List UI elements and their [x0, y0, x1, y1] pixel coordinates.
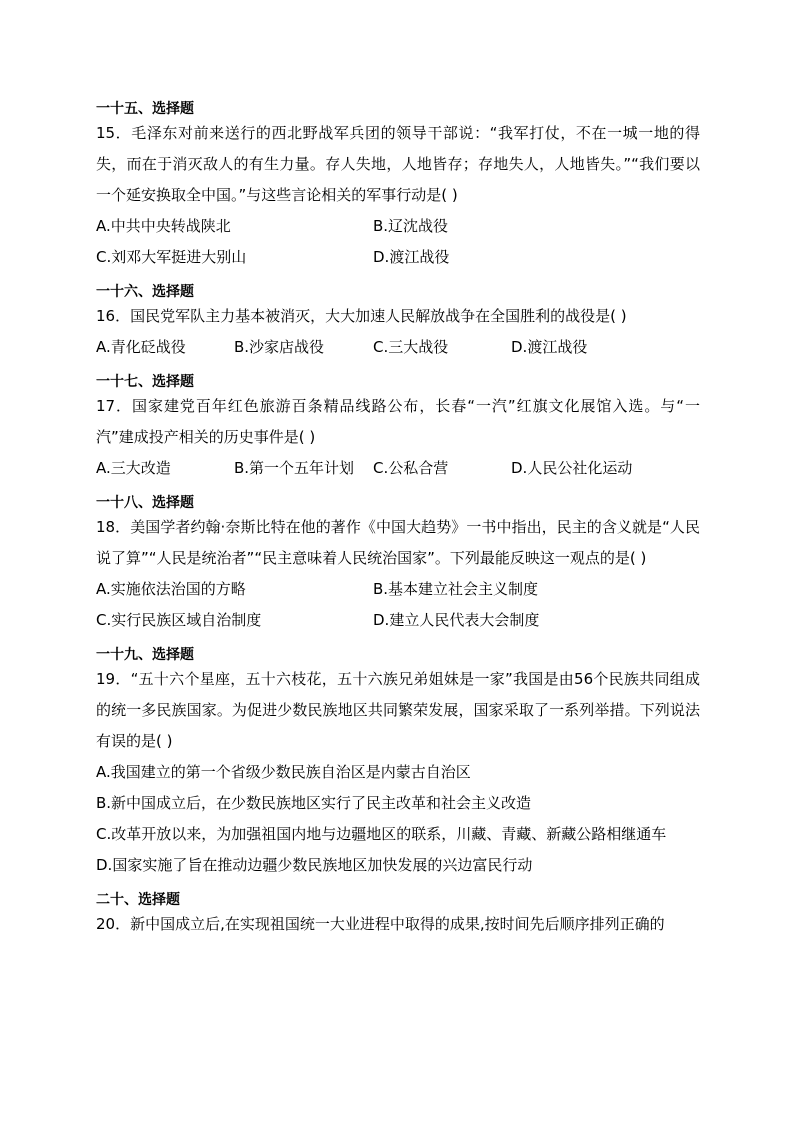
option-b: B.基本建立社会主义制度	[373, 580, 539, 598]
section-heading: 二十、选择题	[96, 892, 180, 908]
option-row	[96, 605, 700, 636]
option-row	[96, 453, 700, 484]
option-d: D.人民公社化运动	[511, 459, 633, 477]
question-20	[96, 891, 700, 940]
question-18	[96, 494, 700, 636]
option-c: C.刘邓大军挺进大别山	[96, 248, 247, 266]
option-d: D.建立人民代表大会制度	[373, 611, 540, 629]
option-row	[96, 211, 700, 242]
option-a: A.我国建立的第一个省级少数民族自治区是内蒙古自治区	[96, 763, 471, 781]
option-b: B.沙家店战役	[234, 338, 325, 356]
section-heading: 一十九、选择题	[96, 647, 194, 663]
document-page	[96, 100, 700, 940]
question-stem: 19．“五十六个星座，五十六枝花，五十六族兄弟姐妹是一家”我国是由56个民族共同组成的统一多民族国家。为促进少数民族地区共同繁荣发展，国家采取了一系列举措。下列说法有误的是( )	[96, 670, 700, 750]
question-stem: 20．新中国成立后,在实现祖国统一大业进程中取得的成果,按时间先后顺序排列正确的	[96, 915, 665, 933]
section-heading: 一十七、选择题	[96, 374, 194, 390]
option-d: D.渡江战役	[511, 338, 588, 356]
option-row	[96, 574, 700, 605]
option-b: B.新中国成立后，在少数民族地区实行了民主改革和社会主义改造	[96, 794, 532, 812]
question-16	[96, 283, 700, 363]
option-a: A.实施依法治国的方略	[96, 580, 246, 598]
question-17	[96, 373, 700, 484]
option-a: A.青化砭战役	[96, 338, 186, 356]
question-stem: 16．国民党军队主力基本被消灭，大大加速人民解放战争在全国胜利的战役是( )	[96, 307, 627, 325]
option-b: B.第一个五年计划	[234, 459, 355, 477]
section-heading: 一十八、选择题	[96, 495, 194, 511]
question-stem: 17．国家建党百年红色旅游百条精品线路公布，长春“一汽”红旗文化展馆入选。与“一汽”建成投产相关的历史事件是( )	[96, 397, 700, 446]
option-b: B.辽沈战役	[373, 217, 449, 235]
option-row	[96, 332, 700, 363]
option-d: D.国家实施了旨在推动边疆少数民族地区加快发展的兴边富民行动	[96, 856, 533, 874]
question-stem: 15．毛泽东对前来送行的西北野战军兵团的领导干部说：“我军打仗，不在一城一地的得失，而在于消灭敌人的有生力量。存人失地，人地皆存；存地失人，人地皆失。”“我们要以一个延安换取全中国。”与这些言论相关的军事行动是( )	[96, 124, 700, 204]
option-row	[96, 242, 700, 273]
option-d: D.渡江战役	[373, 248, 450, 266]
question-19	[96, 646, 700, 881]
section-heading: 一十五、选择题	[96, 101, 194, 117]
option-c: C.改革开放以来，为加强祖国内地与边疆地区的联系，川藏、青藏、新藏公路相继通车	[96, 825, 667, 843]
section-heading: 一十六、选择题	[96, 284, 194, 300]
option-c: C.实行民族区域自治制度	[96, 611, 262, 629]
option-a: A.三大改造	[96, 459, 171, 477]
question-stem: 18．美国学者约翰·奈斯比特在他的著作《中国大趋势》一书中指出，民主的含义就是“人民说了算”“人民是统治者”“民主意味着人民统治国家”。下列最能反映这一观点的是( )	[96, 518, 700, 567]
option-c: C.三大战役	[373, 338, 449, 356]
question-15	[96, 100, 700, 273]
option-a: A.中共中央转战陕北	[96, 217, 231, 235]
option-c: C.公私合营	[373, 459, 449, 477]
